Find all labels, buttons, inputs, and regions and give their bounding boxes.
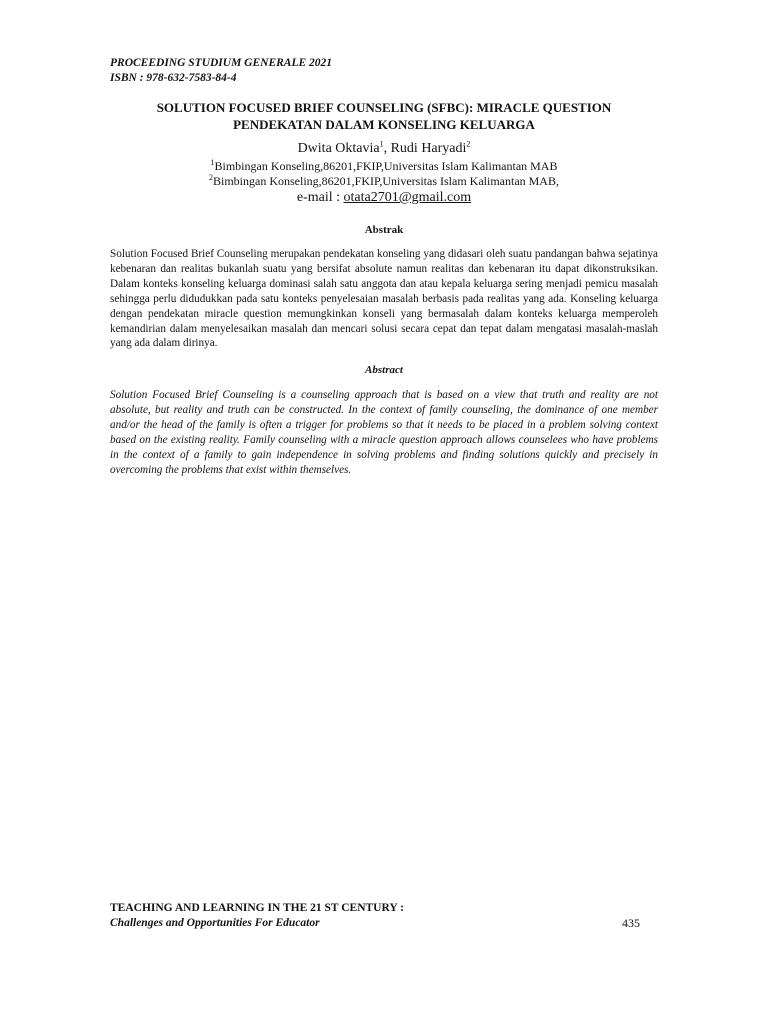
- proceeding-name: PROCEEDING STUDIUM GENERALE 2021: [110, 57, 333, 69]
- page-number: 435: [622, 916, 640, 930]
- affiliation-1-mark: 1: [210, 158, 215, 167]
- abstrak-heading: Abstrak: [364, 224, 404, 236]
- affiliation-2-mark: 2: [209, 173, 213, 182]
- affiliation-1: [110, 159, 658, 174]
- footer-subtitle: Challenges and Opportunities For Educator: [110, 917, 320, 929]
- author-list: [110, 140, 658, 158]
- author-separator: ,: [383, 141, 391, 156]
- title-line-2: PENDEKATAN DALAM KONSELING KELUARGA: [233, 117, 535, 132]
- running-header: [110, 56, 332, 86]
- email-label: e-mail :: [296, 190, 344, 205]
- paper-title: [110, 99, 658, 133]
- author-2-affiliation-mark: 2: [466, 139, 471, 149]
- footer-conference-theme: TEACHING AND LEARNING IN THE 21 ST CENTURY :: [110, 902, 404, 914]
- affiliation-1-text: Bimbingan Konseling,86201,FKIP,Universitas Islam Kalimantan MAB: [214, 159, 558, 173]
- author-1: Dwita Oktavia: [297, 141, 380, 156]
- abstrak-paragraph: Solution Focused Brief Counseling merupakan pendekatan konseling yang didasari oleh suatu pandangan bahwa sejatinya kebenaran dan realitas bukanlah suatu yang bersifat absolute namun realitas dan kebenaran itu dapat dikonstruksikan. Dalam konteks konseling keluarga dominasi salah satu anggota dan atau kepala keluarga sering menjadi pemicu masalah sehingga perlu didudukkan pada satu konteks penyelesaian masalah berbasis pada realitas yang ada. Konseling keluarga dengan pendekatan miracle question memungkinkan konseli yang bermasalah dalam konteks keluarga memperoleh kemandirian dalam menyelesaikan masalah dan mencari solusi secara cepat dan tepat dalam mengatasi masalah-maslah yang ada dalam dirinya.: [110, 248, 658, 350]
- title-line-1: SOLUTION FOCUSED BRIEF COUNSELING (SFBC): MIRACLE QUESTION: [156, 100, 612, 115]
- running-footer: [110, 901, 404, 931]
- affiliation-2-text: Bimbingan Konseling,86201,FKIP,Universitas Islam Kalimantan MAB,: [213, 174, 559, 188]
- isbn: ISBN : 978-632-7583-84-4: [110, 72, 237, 84]
- affiliation-2: [110, 174, 658, 189]
- author-2: Rudi Haryadi: [390, 141, 467, 156]
- author-1-affiliation-mark: 1: [379, 139, 384, 149]
- abstract-paragraph: Solution Focused Brief Counseling is a counseling approach that is based on a view that truth and reality are not absolute, but reality and truth can be constructed. In the context of family counseling, the dominance of one member and/or the head of the family is often a trigger for problems so that it needs to be placed in a problem solving context based on the existing reality. Family counseling with a miracle question approach allows counselees who have problems in the context of a family to gain independence in solving problems and finding solutions quickly and precisely in overcoming the problems that exist within themselves.: [110, 389, 658, 476]
- email-line: [110, 189, 658, 207]
- abstract-heading: Abstract: [365, 364, 403, 376]
- email-link[interactable]: otata2701@gmail.com: [343, 190, 472, 205]
